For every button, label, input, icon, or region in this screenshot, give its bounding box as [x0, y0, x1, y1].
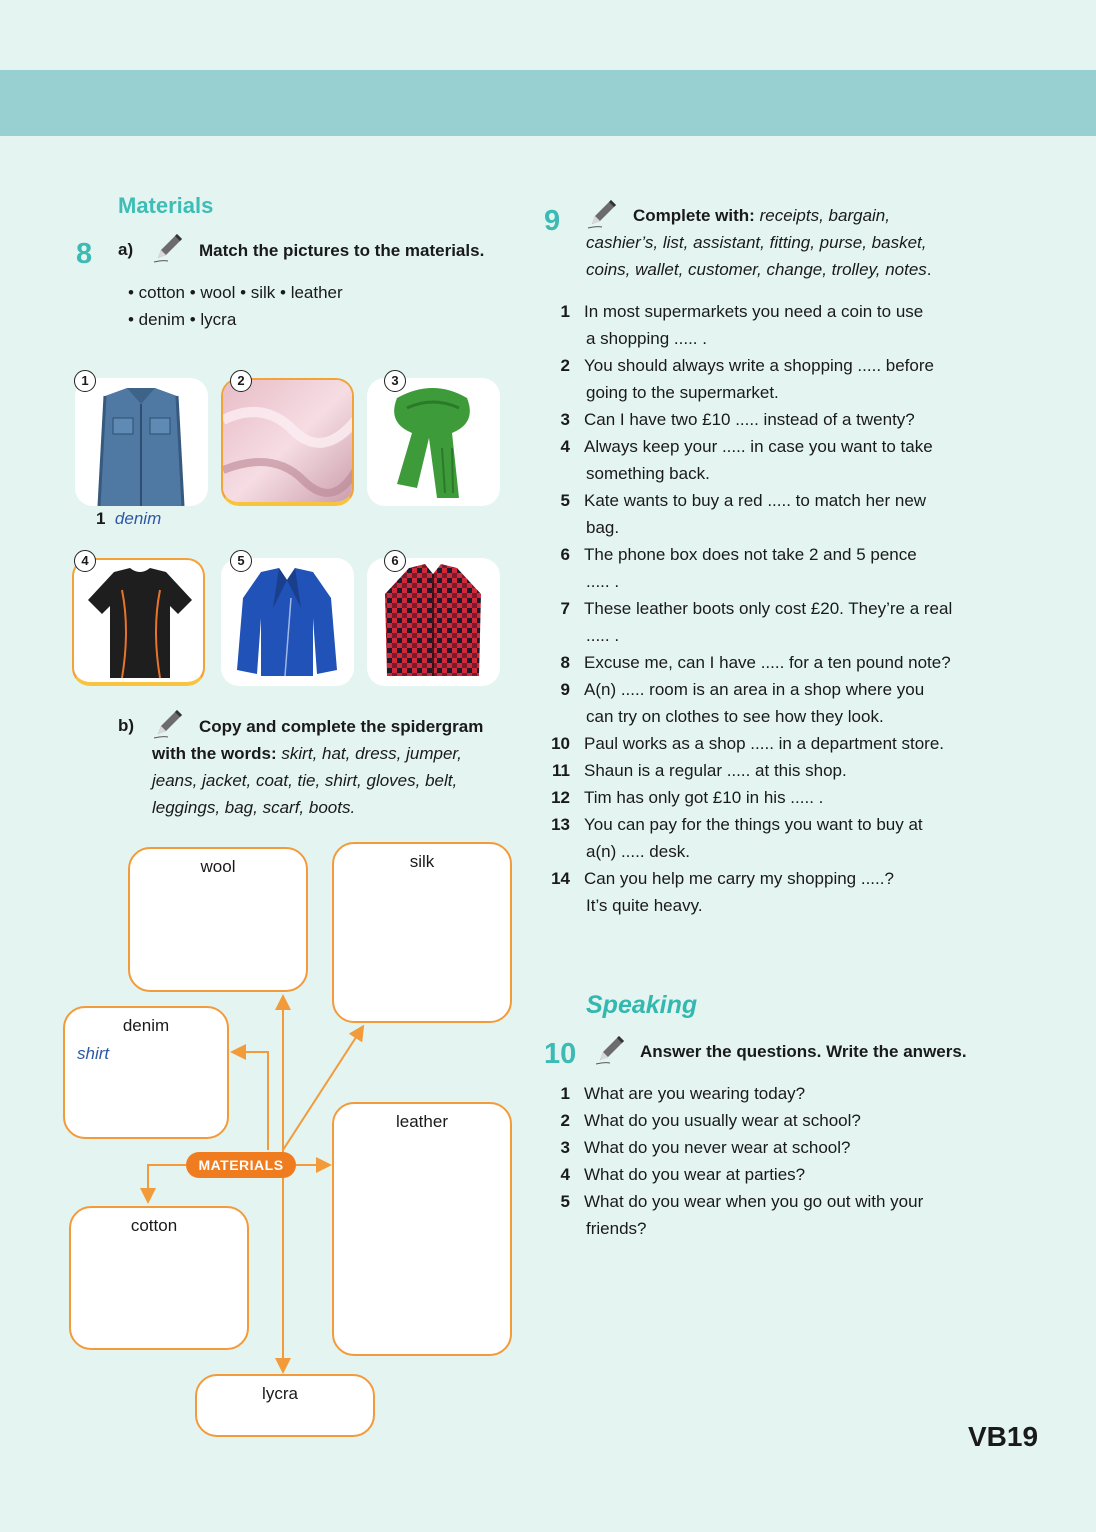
question-number: 10: [551, 734, 570, 753]
question-text: What do you never wear at school?: [584, 1138, 851, 1157]
ex10-question-list: [540, 1080, 980, 1242]
spidergram-center-materials: MATERIALS: [186, 1152, 296, 1178]
ex8-b-instruction: Copy and complete the spidergram with the words: skirt, hat, dress, jumper, jeans, jacket, coat, tie, shirt, gloves, belt, leggings, bag, scarf, boots.: [152, 717, 484, 817]
question-text: Can I have two £10 ..... instead of a twenty?: [584, 410, 915, 429]
question-text-continued: It’s quite heavy.: [586, 896, 703, 915]
question-text-continued: something back.: [586, 464, 710, 483]
question-text: What are you wearing today?: [584, 1084, 806, 1103]
question-text: These leather boots only cost £20. They’re a real: [584, 599, 953, 618]
question-number: 1: [560, 1084, 570, 1103]
ex9-question-list: [540, 298, 980, 919]
question-text: A(n) ..... room is an area in a shop where you: [584, 680, 925, 699]
question-text: You can pay for the things you want to buy at: [584, 815, 923, 834]
picture-number-5: 5: [230, 550, 252, 572]
question-item: [540, 676, 980, 730]
question-text: What do you usually wear at school?: [584, 1111, 861, 1130]
question-item: [540, 730, 980, 757]
question-text: What do you wear at parties?: [584, 1165, 806, 1184]
question-item: [540, 865, 980, 919]
question-item: [540, 757, 980, 784]
question-number: 5: [560, 1192, 570, 1211]
question-number: 4: [560, 1165, 570, 1184]
picture-number-4: 4: [74, 550, 96, 572]
box-label-denim: denim: [122, 1016, 170, 1035]
materials-word-list-line1: • cotton • wool • silk • leather: [128, 283, 343, 302]
question-number: 8: [560, 653, 570, 672]
question-text: Tim has only got £10 in his ..... .: [584, 788, 824, 807]
question-item: [540, 406, 980, 433]
question-text-continued: bag.: [586, 518, 620, 537]
question-item: [540, 541, 980, 595]
question-text-continued: a(n) ..... desk.: [586, 842, 690, 861]
spidergram-box-silk: [332, 842, 512, 1023]
box-label-lycra: lycra: [262, 1384, 298, 1403]
materials-word-list-line2: • denim • lycra: [128, 310, 237, 329]
section-title-materials: Materials: [118, 193, 214, 218]
pencil-icon: [594, 1032, 628, 1066]
ex9-instruction: Complete with: receipts, bargain, cashier’s, list, assistant, fitting, purse, basket, coins, wallet, customer, change, trolley, notes.: [586, 206, 932, 279]
question-item: [540, 1188, 980, 1242]
question-number: 6: [560, 545, 570, 564]
question-number: 3: [560, 1138, 570, 1157]
picture-number-3: 3: [384, 370, 406, 392]
section-title-speaking: Speaking: [586, 991, 698, 1019]
ex10-instruction: Answer the questions. Write the anwers.: [640, 1042, 967, 1061]
question-number: 5: [560, 491, 570, 510]
question-item: [540, 487, 980, 541]
question-number: 2: [560, 1111, 570, 1130]
question-item: [540, 1134, 980, 1161]
picture-number-6: 6: [384, 550, 406, 572]
box-label-leather: leather: [396, 1112, 448, 1131]
question-number: 3: [560, 410, 570, 429]
question-number: 7: [560, 599, 570, 618]
spidergram-box-wool: [128, 847, 308, 992]
page-code: VB19: [968, 1421, 1039, 1452]
question-text: Shaun is a regular ..... at this shop.: [584, 761, 847, 780]
question-number: 12: [551, 788, 570, 807]
question-text: What do you wear when you go out with your: [584, 1192, 924, 1211]
question-text: The phone box does not take 2 and 5 pence: [584, 545, 917, 564]
question-text: Paul works as a shop ..... in a department store.: [584, 734, 945, 753]
question-item: [540, 595, 980, 649]
box-label-silk: silk: [409, 852, 435, 871]
question-text-continued: going to the supermarket.: [586, 383, 779, 402]
question-text: Kate wants to buy a red ..... to match her new: [584, 491, 927, 510]
question-text-continued: can try on clothes to see how they look.: [586, 707, 884, 726]
question-text: In most supermarkets you need a coin to use: [584, 302, 924, 321]
question-number: 11: [552, 761, 570, 780]
ex8-a-instruction: Match the pictures to the materials.: [199, 241, 485, 260]
question-item: [540, 352, 980, 406]
part-b-label: b): [118, 716, 135, 735]
question-item: [540, 784, 980, 811]
question-text-continued: ..... .: [586, 572, 620, 591]
question-text: Can you help me carry my shopping .....?: [584, 869, 894, 888]
box-label-wool: wool: [200, 857, 236, 876]
spidergram-box-leather: [332, 1102, 512, 1356]
denim-example-word: shirt: [77, 1044, 110, 1063]
exercise-number-10: 10: [544, 1038, 577, 1070]
box-label-cotton: cotton: [130, 1216, 178, 1235]
question-text-continued: ..... .: [586, 626, 620, 645]
question-number: 1: [560, 302, 570, 321]
question-item: [540, 433, 980, 487]
spidergram-box-denim: [63, 1006, 229, 1139]
question-number: 14: [551, 869, 570, 888]
question-text: Always keep your ..... in case you want to take: [584, 437, 933, 456]
exercise-number-8: 8: [76, 238, 93, 270]
question-item: [540, 811, 980, 865]
question-item: [540, 1107, 980, 1134]
spidergram-box-lycra: [195, 1374, 375, 1437]
question-text: You should always write a shopping ..... before: [584, 356, 934, 375]
question-text-continued: a shopping ..... .: [586, 329, 707, 348]
picture-number-1: 1: [74, 370, 96, 392]
example-number: 1: [96, 509, 106, 528]
exercise-number-9: 9: [544, 205, 561, 237]
question-number: 4: [560, 437, 570, 456]
question-number: 13: [551, 815, 570, 834]
question-number: 9: [560, 680, 570, 699]
question-text: Excuse me, can I have ..... for a ten pound note?: [584, 653, 951, 672]
question-item: [540, 1080, 980, 1107]
question-number: 2: [560, 356, 570, 375]
question-item: [540, 298, 980, 352]
picture-number-2: 2: [230, 370, 252, 392]
question-item: [540, 649, 980, 676]
question-text-continued: friends?: [586, 1219, 647, 1238]
question-item: [540, 1161, 980, 1188]
part-a-label: a): [118, 240, 134, 259]
example-answer-word: denim: [114, 509, 162, 528]
spidergram-box-cotton: [69, 1206, 249, 1350]
